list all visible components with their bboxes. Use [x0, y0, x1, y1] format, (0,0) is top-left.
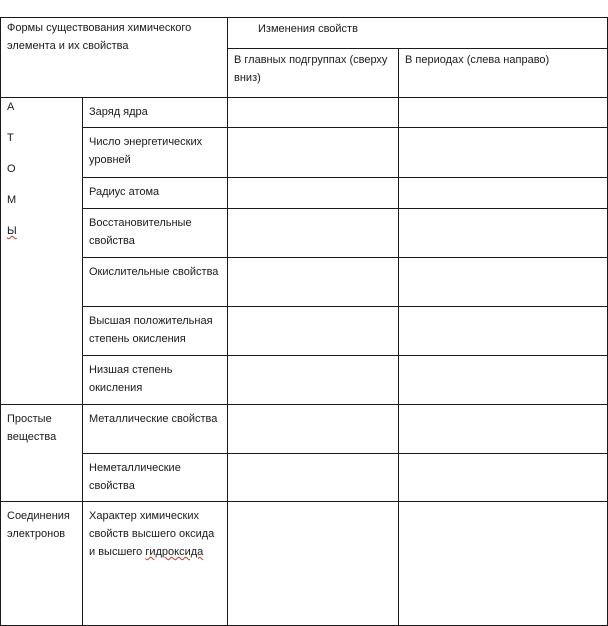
blank-cell[interactable] [399, 307, 608, 356]
property-cell [83, 454, 228, 502]
property-cell [83, 258, 228, 307]
blank-cell[interactable] [399, 405, 608, 454]
property-label: Характер химических свойств высшего оксида и высшего [89, 510, 215, 558]
forms-header-cell [1, 18, 228, 98]
property-label: Радиус атома [89, 186, 160, 198]
blank-cell[interactable] [228, 209, 399, 258]
property-label: Заряд ядра [89, 106, 148, 118]
blank-cell[interactable] [228, 405, 399, 454]
periods-header-text: В периодах (слева направо) [405, 54, 550, 66]
blank-cell[interactable] [399, 209, 608, 258]
property-label: Окислительные свойства [89, 266, 219, 278]
blank-cell[interactable] [399, 178, 608, 209]
property-label: Металлические свойства [89, 413, 218, 425]
blank-cell[interactable] [228, 128, 399, 178]
blank-cell[interactable] [399, 128, 608, 178]
changes-header-cell [228, 18, 608, 49]
simple-substances-label: Простые вещества [7, 413, 57, 443]
property-label: Восстановительные свойства [89, 217, 192, 247]
changes-header-text: Изменения свойств [258, 23, 358, 35]
property-label: Число энергетических уровней [89, 136, 203, 166]
property-cell [83, 178, 228, 209]
property-label: Неметаллические свойства [89, 462, 181, 492]
atoms-letter: А [7, 101, 15, 113]
blank-cell[interactable] [228, 454, 399, 502]
property-cell [83, 209, 228, 258]
property-label: Низшая степень окисления [89, 364, 173, 394]
subgroups-header-cell [228, 49, 399, 98]
blank-cell[interactable] [399, 356, 608, 405]
atoms-letter: Ы [7, 225, 17, 237]
property-label-last-word: гидроксида [145, 546, 204, 558]
subgroups-header-text: В главных подгруппах (сверху вниз) [234, 54, 388, 84]
forms-header-text: Формы существования химического элемента и их свойства [7, 22, 192, 52]
simple-substances-label-cell [1, 405, 83, 502]
property-cell [83, 405, 228, 454]
atoms-letter: М [7, 194, 17, 206]
property-label: Высшая положительная степень окисления [89, 315, 213, 345]
blank-cell[interactable] [228, 356, 399, 405]
properties-table [0, 17, 608, 626]
property-cell [83, 307, 228, 356]
compounds-label-cell [1, 502, 83, 626]
compounds-label: Соединения электронов [7, 510, 70, 540]
blank-cell[interactable] [228, 258, 399, 307]
blank-cell[interactable] [228, 98, 399, 128]
periods-header-cell [399, 49, 608, 98]
blank-cell[interactable] [228, 502, 399, 626]
property-cell [83, 502, 228, 626]
blank-cell[interactable] [228, 307, 399, 356]
atoms-letter: Т [7, 132, 14, 144]
property-cell [83, 98, 228, 128]
blank-cell[interactable] [399, 502, 608, 626]
blank-cell[interactable] [399, 454, 608, 502]
atoms-letter: О [7, 163, 16, 175]
atoms-label-cell [1, 98, 83, 405]
blank-cell[interactable] [228, 178, 399, 209]
blank-cell[interactable] [399, 98, 608, 128]
property-cell [83, 356, 228, 405]
blank-cell[interactable] [399, 258, 608, 307]
property-cell [83, 128, 228, 178]
